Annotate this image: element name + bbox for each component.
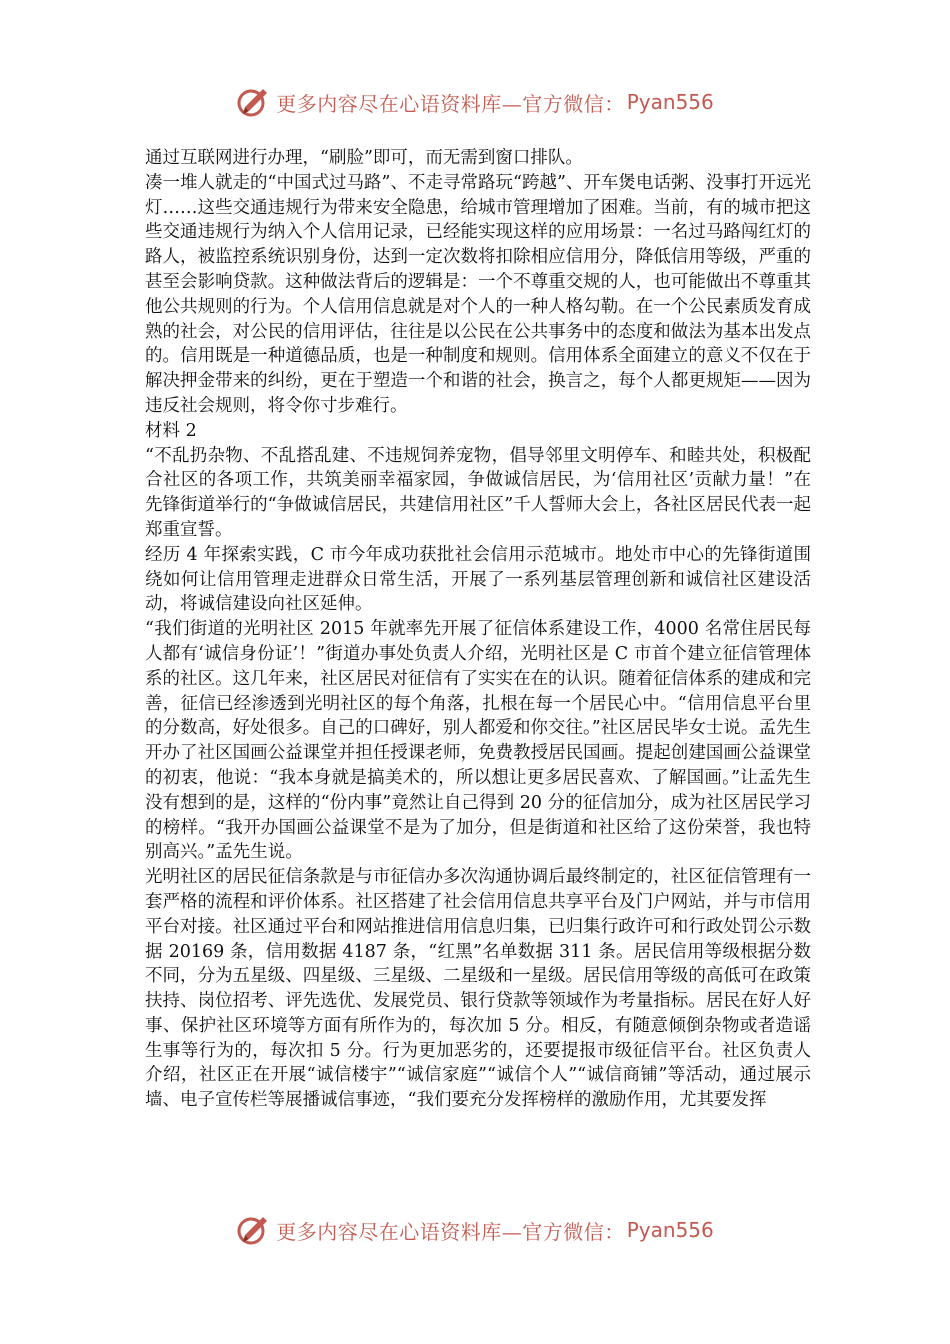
paragraph: “我们街道的光明社区 2015 年就率先开展了征信体系建设工作，4000 名常住居民每人都有‘诚信身份证’！”街道办事处负责人介绍，光明社区是 C 市首个建立征信管理体系的社区。这几年来，社区居民对征信有了实实在在的认识。随着征信体系的建成和完善，征信已经渗透到光明社区的每个角落，扎根在每一个居民心中。“信用信息平台里的分数高，好处很多。自己的口碑好，别人都爱和你交往。”社区居民毕女士说。孟先生开办了社区国画公益课堂并担任授课老师，免费教授居民国画。提起创建国画公益课堂的初衷，他说：“我本身就是搞美术的，所以想让更多居民喜欢、了解国画。”让孟先生没有想到的是，这样的“份内事”竟然让自己得到 20 分的征信加分，成为社区居民学习的榜样。“我开办国画公益课堂不是为了加分，但是街道和社区给了这份荣誉，我也特别高兴。”孟先生说。 [145, 619, 811, 863]
paragraph: 经历 4 年探索实践，C 市今年成功获批社会信用示范城市。地处市中心的先锋街道围绕如何让信用管理走进群众日常生活，开展了一系列基层管理创新和诚信社区建设活动，将诚信建设向社区延伸。 [145, 544, 811, 615]
paragraph: “不乱扔杂物、不乱搭乱建、不违规饲养宠物，倡导邻里文明停车、和睦共处，积极配合社区的各项工作，共筑美丽幸福家园，争做诚信居民，为‘信用社区’贡献力量！”在先锋街道举行的“争做诚信居民，共建信用社区”千人誓师大会上，各社区居民代表一起郑重宣誓。 [145, 445, 811, 540]
header-banner-text: 更多内容尽在心语资料库—官方微信： [276, 91, 625, 116]
paragraph: 通过互联网进行办理，“刷脸”即可，而无需到窗口排队。 [145, 148, 583, 168]
footer-banner [0, 1210, 950, 1250]
footer-banner-text: 更多内容尽在心语资料库—官方微信： [276, 1219, 625, 1244]
pen-logo-icon [236, 85, 270, 119]
pen-logo-icon [236, 1213, 270, 1247]
document-body [145, 146, 811, 1113]
section-heading: 材料 2 [145, 420, 197, 441]
paragraph: 光明社区的居民征信条款是与市征信办多次沟通协调后最终制定的，社区征信管理有一套严格的流程和评价体系。社区搭建了社会信用信息共享平台及门户网站，并与市信用平台对接。社区通过平台和网站推进信用信息归集，已归集行政许可和行政处罚公示数据 20169 条，信用数据 4187 条，“红黑”名单数据 311 条。居民信用等级根据分数不同，分为五星级、四星级、三星级、二星级和一星级。居民信用等级的高低可在政策扶持、岗位招考、评先选优、发展党员、银行贷款等领域作为考量指标。居民在好人好事、保护社区环境等方面有所作为的，每次加 5 分。相反，有随意倾倒杂物或者造谣生事等行为的，每次扣 5 分。行为更加恶劣的，还要提报市级征信平台。社区负责人介绍，社区正在开展“诚信楼宇”“诚信家庭”“诚信个人”“诚信商铺”等活动，通过展示墙、电子宣传栏等展播诚信事迹，“我们要充分发挥榜样的激励作用，尤其要发挥 [145, 867, 811, 1111]
paragraph: 凑一堆人就走的“中国式过马路”、不走寻常路玩“跨越”、开车煲电话粥、没事打开远光灯……这些交通违规行为带来安全隐患，给城市管理增加了困难。当前，有的城市把这些交通违规行为纳入个人信用记录，已经能实现这样的应用场景：一名过马路闯红灯的路人，被监控系统识别身份，达到一定次数将扣除相应信用分，降低信用等级，严重的甚至会影响贷款。这种做法背后的逻辑是：一个不尊重交规的人，也可能做出不尊重其他公共规则的行为。个人信用信息就是对个人的一种人格勾勒。在一个公民素质发育成熟的社会，对公民的信用评估，往往是以公民在公共事务中的态度和做法为基本出发点的。信用既是一种道德品质，也是一种制度和规则。信用体系全面建立的意义不仅在于解决押金带来的纠纷，更在于塑造一个和谐的社会，换言之，每个人都更规矩——因为违反社会规则，将令你寸步难行。 [145, 172, 811, 416]
header-banner [0, 82, 950, 122]
footer-banner-id: Pyan556 [626, 1218, 714, 1242]
header-banner-id: Pyan556 [626, 90, 714, 114]
